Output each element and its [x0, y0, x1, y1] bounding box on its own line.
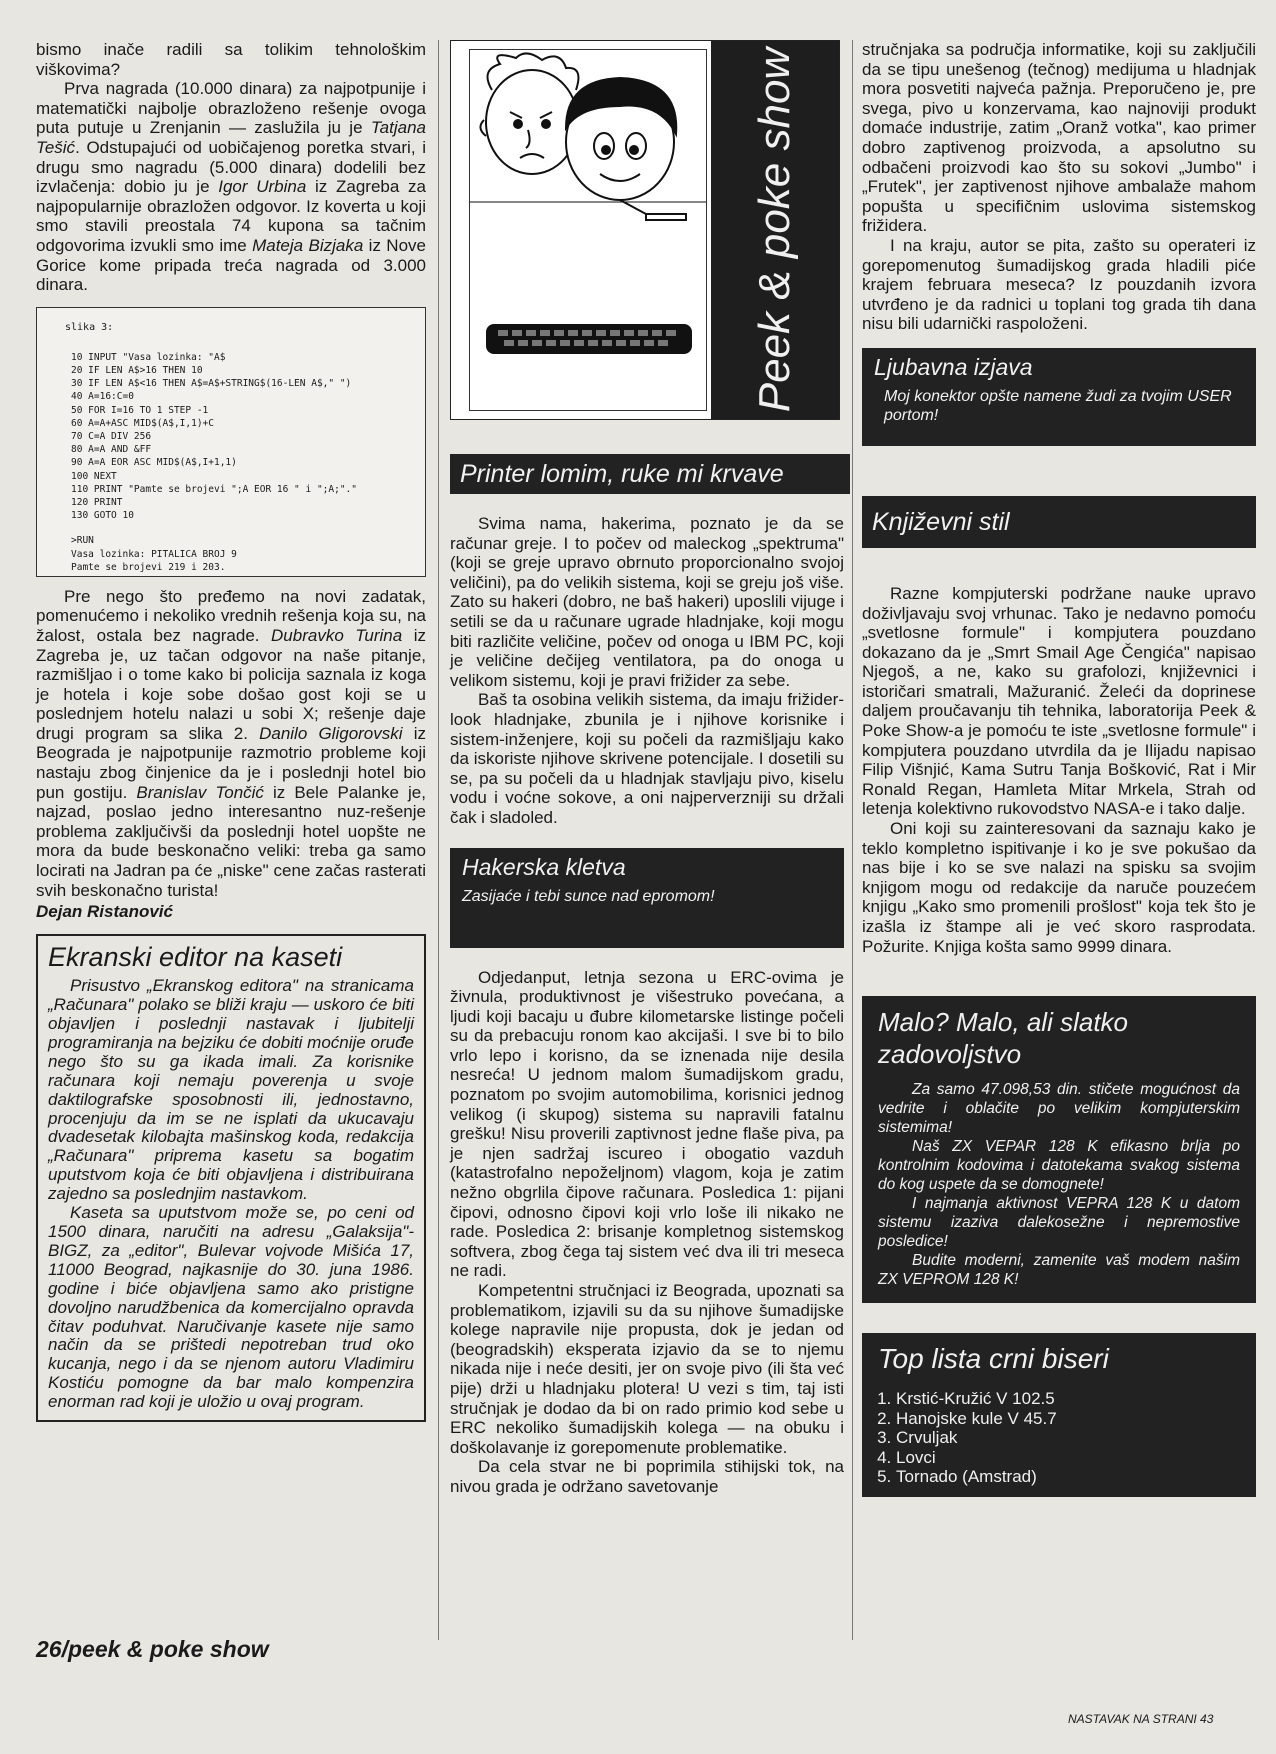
list-item: 2. Hanojske kule V 45.7 — [896, 1409, 1240, 1429]
list-item: 3. Crvuljak — [896, 1428, 1240, 1448]
text-run: iz Nove Gorice kome pripada treća nagrada od 3.000 dinara. — [36, 235, 426, 295]
box-paragraph: Kaseta sa uputstvom može se, po ceni od 1500 dinara, naručiti na adresu „Galaksija"-BIGZ, za „editor", Bulevar vojvode Mišića 17, 11000 Beograd, najkasnije do 30. juna 1986. godine i biće objavljena samo ako pristigne dovoljno narudžbenica da komercijalno opravda čitav poduhvat. Naručivanje kasete nije samo način da se prištedi nepotreban trud oko kucanja, nego i da se njenom autoru Vladimiru Kostiću pomogne da bar malo kompenzira enorman rad koji je uložio u ovaj program. — [48, 1203, 414, 1412]
list-item: 5. Tornado (Amstrad) — [896, 1467, 1240, 1487]
sidebar-box-editor — [36, 934, 426, 1422]
list-item: 4. Lovci — [896, 1448, 1240, 1468]
author-byline: Dejan Ristanović — [36, 902, 173, 922]
figure-caption: slika 3: — [65, 321, 114, 333]
text-run: . Odstupajući od uobičajenog poretka stvari, i drugu smo nagradu (5.000 dinara) dodelili bez izvlačenja: dobio ju je — [36, 137, 426, 197]
column-left — [36, 40, 426, 1422]
sidebar-box-love — [862, 348, 1256, 446]
text-run: Pre nego što pređemo na novi zadatak, pomenućemo i nekoliko vrednih rešenja koja su, na žalost, ostala bez nagrade. — [36, 586, 426, 645]
box-body: Moj konektor opšte namene žudi za tvojim USER portom! — [884, 387, 1232, 424]
paragraph: Da cela stvar ne bi poprimila stihijski tok, na nivou grada je održano savetovanje — [450, 1457, 844, 1496]
sidebar-box-advert — [862, 996, 1256, 1303]
paragraph: Baš ta osobina velikih sistema, da imaju frižider-look hladnjake, zbunila je i njihove korisnike i sistem-inženjere, koji su počeli da razmišljaju kako da iskoriste njihove skrivene potencijale. I dosetili su se, pa su počeli da u hladnjak stavljaju pivo, kiselu vodu i voćne sokove, a oni najperverzniji su držali čak i sladoled. — [450, 690, 844, 827]
text-run: iz Zagreba je, uz tačan odgovor na naše pitanje, razmišljao i o tome kako bi policija saznala iz koga je hotela i koje sobe došao gost koji se u poslednjem hotelu nalazi u sobi X; rešenje daje drugi program sa slika 2. — [36, 625, 426, 743]
code-listing-figure — [36, 307, 426, 577]
text-run: iz Beograda je najpotpunije razmotrio probleme koji nastaju zbog činjenice da je i poslednji hotel bio pun gostiju. — [36, 723, 426, 802]
sidebar-box-curse — [450, 848, 844, 948]
sidebar-box-top-list — [862, 1333, 1256, 1497]
winner-name-1: Tatjana Tešić — [36, 118, 426, 157]
program-output: >RUN Vasa lozinka: PITALICA BROJ 9 Pamte se brojevi 219 i 203. — [71, 535, 237, 573]
continued-note: NASTAVAK NA STRANI 43 — [1068, 1712, 1214, 1726]
reader-name: Dubravko Turina — [271, 625, 403, 645]
column-middle — [450, 40, 844, 1497]
paragraph: Razne kompjuterski podržane nauke upravo doživljavaju svoj vrhunac. Tako je nedavno pomoću „svetlosne formule" i kompjutera pouzdano dokazano da je „Smrt Smail Age Čengića" napisao Njegoš, a ne, kako su grafolozi, književnici i istoričari smatrali, Mažuranić. Želeći da doprinese daljem proučavanju tih tehnika, laboratorija Peek & Poke Show-a je pomoću te iste „svetlosne formule" i kompjutera pouzdano utvrdila da je Ilijadu napisao Filip Višnjić, Kama Sutru Tanja Bošković, Rat i Mir Ronald Regan, Hamleta Mitar Mrkela, Strah od letenja kolektivno rukovodstvo NASA-e i tako dalje. — [862, 583, 1256, 819]
page-footer-folio: 26/peek & poke show — [36, 1636, 269, 1662]
paragraph: Oni koji su zainteresovani da saznaju kako je teklo kompletno ispitivanje i ko je sve pokušao da nas bije i ko se sve nalazi na spisku sa svojim knjigom mogu od redakcije da naruče pouzećem knjigu „Kako smo promenili prošlost" koja tek što je izašla iz štampe ali je već skoro rasprodata. Požurite. Knjiga košta samo 9999 dinara. — [862, 819, 1256, 956]
article-heading-printer: Printer lomim, ruke mi krvave — [450, 454, 850, 494]
box-body: Zasijaće i tebi sunce nad epromom! — [462, 887, 715, 905]
paragraph: Odjedanput, letnja sezona u ERC-ovima je živnula, produktivnost je višestruko povećana, a ljudi koji bacaju u đubre kilometarske listinge počeli su da prebacuju ronom kao akcijaši. I sve bi to bilo vrlo lepo i korisno, da se iznenada nije desila nesreća! U jednom malom šumadijskom gradu, poznatom po svojim automobilima, korisnici jednog velikog (i skupog) sistema su napravili fatalnu grešku! Nisu proverili zaptivnost jedne flaše piva, pa je njen sadržaj iscureo i obogatio vazduh (katastrofalno nepoželjnom) vlagom, koja je zatim nežno obgrlila čipove računara. Posledica 1: pijani čipovi, odnosno čipovi koji vrlo loše ili nikako ne rade. Posledica 2: brisanje kompletnog sistemskog softvera, zbog čega taj sistem već dva ili tri meseca ne radi. — [450, 967, 844, 1281]
box-paragraph: I najmanja aktivnost VEPRA 128 K u datom sistemu izaziva dalekosežne i nepremostive posledice! — [878, 1195, 1240, 1251]
cartoon-hackers-illustration — [470, 50, 706, 410]
paragraph: stručnjaka sa područja informatike, koji su zaključili da se tipu unešenog (tečnog) medijuma u hladnjak mora posvetiti najveća pažnja. Preporučeno je, pre svega, pivo u konzervama, kao najnoviji produkt domaće industrije, zatim „Oranž votka", kao primer dobro zaptivenog proizvoda, a apsolutno su odbačeni proizvodi kao što su sokovi „Jumbo" i „Frutek", jer zaptivenost njihove ambalaže mahom popušta u specifičnim uslovima sistemskog frižidera. — [862, 40, 1256, 236]
winner-name-3: Mateja Bizjaka — [252, 235, 364, 255]
box-title: Malo? Malo, ali slatko zadovoljstvo — [878, 1007, 1128, 1070]
column-right — [862, 40, 1256, 1497]
top-list — [878, 1389, 1240, 1487]
paragraph: Svima nama, hakerima, poznato je da se računar greje. I to počev od maleckog „spektruma" (koji se greje upravo obrnuto proporcionalno svojoj veličini), pa do velikih sistema, koji se greju još više. Zato su hakeri (dobro, ne baš hakeri) uposlili vijuge i setili se da u računare ugrade hladnjake, koji mogu biti različite veličine, počev od onoga u IBM PC, koji je veličine dečijeg ventilatora, pa do onoga u velikom sistemu, koji je pravi frižider za sebe. — [450, 514, 844, 690]
box-paragraph: Budite moderni, zamenite vaš modem našim ZX VEPROM 128 K! — [878, 1252, 1240, 1289]
box-paragraph: Za samo 47.098,53 din. stičete mogućnost da vedrite i oblačite po velikim kompjuterskim sistemima! — [878, 1081, 1240, 1137]
column-divider-2 — [852, 40, 853, 1640]
box-title: Hakerska kletva — [462, 853, 626, 880]
text-run: iz Zagreba za najpopularnije obrazložen odgovor. Iz koverta u koji smo stavili preostala 74 kupona sa tačnim odgovorima izvukli smo ime — [36, 177, 426, 255]
winner-name-2: Igor Urbina — [218, 177, 307, 197]
cartoon-panel — [469, 49, 707, 411]
text-run: iz Bele Palanke je, najzad, poslao jedno interesantno nuz-rešenje problema zaključivši da poslednji hotel uopšte ne mora da bude beskonačno veliki: treba ga samo locirati na Jadran pa će „niske" cene začas rasterati svih beskonačno turista! — [36, 782, 426, 900]
paragraph: Kompetentni stručnjaci iz Beograda, upoznati sa problematikom, izjavili su da su njihove šumadijske kolege napravile nije propusta, dok je jedan od (beogradskih) eksperata izjavio da se to njemu nikada nije i neće desiti, jer on svoje pivo (ili šta već pije) drži u hladnjaku plotera! U vezi s tim, taj isti stručnjak je dodao da bi on rado primio kod sebe u ERC nekoliko šumadijskih kolega — na obuku i doškolavanje iz gorepomenute problematike. — [450, 1281, 844, 1457]
column-divider-1 — [438, 40, 439, 1640]
article-heading-literary: Književni stil — [862, 496, 1256, 548]
box-title: Ekranski editor na kaseti — [48, 942, 343, 973]
basic-code-listing: 10 INPUT "Vasa lozinka: "A$ 20 IF LEN A$>16 THEN 10 30 IF LEN A$<16 THEN A$=A$+STRING$(16-LEN A$," ") 40 A=16:C=0 50 FOR I=16 TO 1 STEP -1 60 A=A+ASC MID$(A$,I,1)+C 70 C=A DIV 256 80 A=A AND &FF 90 A=A EOR ASC MID$(A$,I+1,1) 100 NEXT 110 PRINT "Pamte se brojevi ";A EOR 16 " i ";A;"." 120 PRINT 130 GOTO 10 — [71, 351, 357, 522]
reader-name: Danilo Gligorovski — [259, 723, 403, 743]
list-item: 1. Krstić-Kružić V 102.5 — [896, 1389, 1240, 1409]
paragraph-prizes — [36, 79, 426, 295]
paragraph-honorable-mentions — [36, 587, 426, 901]
box-paragraph: Naš ZX VEPAR 128 K efikasno brlja po kontrolnim kodovima i datotekama svakog sistema do kog uspete da se domognete! — [878, 1138, 1240, 1194]
paragraph-intro: bismo inače radili sa tolikim tehnološkim viškovima? — [36, 40, 426, 79]
section-banner — [711, 41, 839, 419]
reader-name: Branislav Tončić — [136, 782, 264, 802]
paragraph: I na kraju, autor se pita, zašto su operateri iz gorepomenutog šumadijskog grada hladili piće krajem februara meseca? Iz pouzdanih izvora utvrđeno je da radnici u toplani tog grada tih dana nisu bili udarnički raspoloženi. — [862, 235, 1256, 334]
box-title: Top lista crni biseri — [878, 1343, 1109, 1375]
column-illustration — [450, 40, 840, 420]
box-title: Ljubavna izjava — [874, 353, 1033, 380]
text-run: Prva nagrada (10.000 dinara) za najpotpunije i matematički najbolje obrazloženo rešenje ovoga puta putuje u Zrenjanin — zaslužila ju je — [36, 79, 426, 138]
box-paragraph: Prisustvo „Ekranskog editora" na stranicama „Računara" polako se bliži kraju — uskoro će biti objavljen i poslednji nastavak i ljubitelji programiranja na bejziku će dobiti moćnije oruđe nego što su ga ikada imali. Za korisnike računara koji nemaju poverenja u svoje daktilografske sposobnosti ili, jednostavno, procenjuju da im se ne isplati da ukucavaju dvadesetak kilobajta mašinskog koda, redakcija „Računara" priprema kasetu sa bogatim uputstvom koja će biti objavljena i distribuirana zajedno sa poslednjim nastavkom. — [48, 976, 414, 1204]
section-banner-title: Peek & poke show — [750, 47, 799, 413]
